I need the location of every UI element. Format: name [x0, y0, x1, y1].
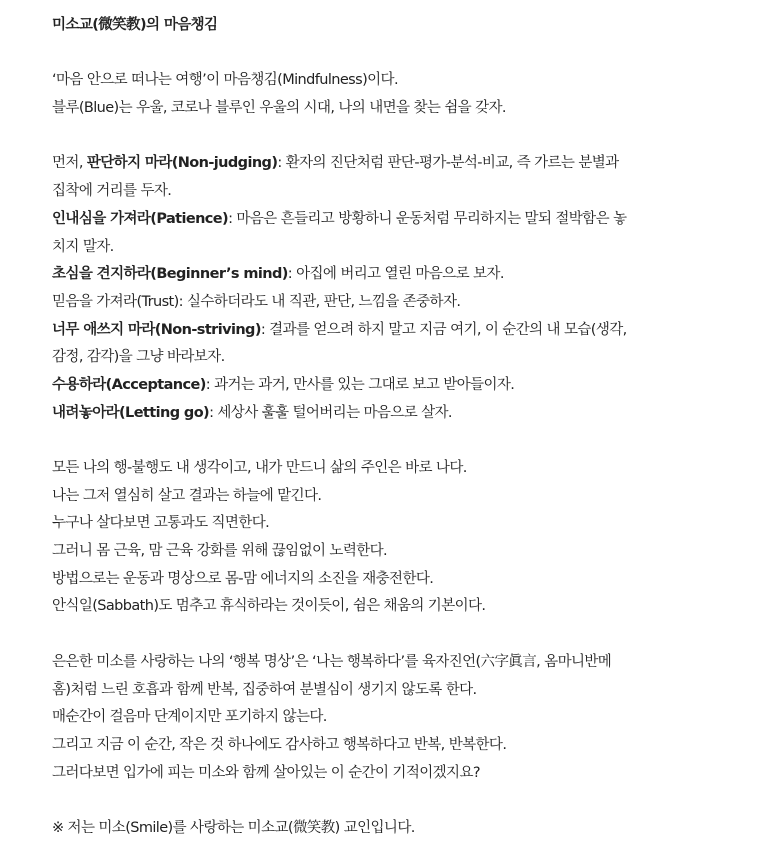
attitude-item — [52, 372, 736, 400]
paragraph-line: 매순간이 걸음마 단계이지만 포기하지 않는다. — [52, 709, 327, 726]
paragraph-line: 그러니 몸 근육, 맘 근육 강화를 위해 끊임없이 노력한다. — [52, 543, 388, 560]
footer-note: ※ 저는 미소(Smile)를 사랑하는 미소교(微笑教) 교인입니다. — [52, 819, 415, 836]
paragraph-line: 은은한 미소를 사랑하는 나의 ‘행복 명상’은 ‘나는 행복하다’를 육자진언(六字眞言, 옴마니반메 — [52, 653, 612, 670]
spacer — [52, 40, 736, 68]
intro-line: ‘마음 안으로 떠나는 여행’이 마음챙김(Mindfulness)이다. — [52, 72, 398, 89]
attitude-heading: 내려놓아라(Letting go) — [52, 404, 210, 421]
paragraph-line: 모든 나의 행-불행도 내 생각이고, 내가 만드니 삶의 주인은 바로 나다. — [52, 460, 467, 476]
attitude-item — [52, 400, 736, 428]
attitude-continuation: 집착에 거리를 두자. — [52, 183, 172, 200]
attitude-heading: 판단하지 마라(Non-judging) — [86, 155, 278, 172]
spacer — [52, 621, 736, 649]
attitude-item — [52, 261, 736, 289]
paragraph-line: 나는 그저 열심히 살고 결과는 하늘에 맡긴다. — [52, 487, 322, 504]
attitude-item: 믿음을 가져라(Trust): 실수하더라도 내 직관, 판단, 느낌을 존중하자. — [52, 293, 461, 310]
attitude-continuation: 치지 말자. — [52, 238, 114, 255]
attitude-lead: 먼저, — [52, 155, 87, 172]
paragraph-line: 그리고 지금 이 순간, 작은 것 하나에도 감사하고 행복하다고 반복, 반복한다. — [52, 736, 507, 753]
attitude-text: : 환자의 진단처럼 판단-평가-분석-비교, 즉 가르는 분별과 — [277, 155, 619, 172]
attitude-text: : 과거는 과거, 만사를 있는 그대로 보고 받아들이자. — [205, 376, 515, 393]
intro-line: 블루(Blue)는 우울, 코로나 블루인 우울의 시대, 나의 내면을 찾는 쉼을 갖자. — [52, 100, 506, 117]
spacer — [52, 427, 736, 455]
attitude-item — [52, 206, 736, 234]
attitude-item — [52, 317, 736, 345]
page-title: 미소교(微笑教)의 마음챙김 — [52, 17, 218, 33]
attitude-heading: 너무 애쓰지 마라(Non-striving) — [52, 321, 261, 338]
paragraph-line: 안식일(Sabbath)도 멈추고 휴식하라는 것이듯이, 쉼은 채움의 기본이다. — [52, 598, 486, 615]
attitude-heading: 초심을 견지하라(Beginner’s mind) — [52, 266, 288, 283]
attitude-text: : 아집에 버리고 열린 마음으로 보자. — [287, 266, 504, 283]
paragraph-line: 홈)처럼 느린 호흡과 함께 반복, 집중하여 분별심이 생기지 않도록 한다. — [52, 681, 477, 698]
spacer — [52, 123, 736, 151]
paragraph-line: 방법으로는 운동과 명상으로 몸-맘 에너지의 소진을 재충전한다. — [52, 570, 434, 587]
attitude-text: : 세상사 훌훌 털어버리는 마음으로 살자. — [209, 404, 452, 421]
attitude-item — [52, 150, 736, 178]
attitude-heading: 인내심을 가져라(Patience) — [52, 210, 229, 227]
attitude-heading: 수용하라(Acceptance) — [52, 376, 206, 393]
spacer — [52, 787, 736, 815]
attitude-text: : 마음은 흔들리고 방황하니 운동처럼 무리하지는 말되 절박함은 놓 — [228, 210, 627, 227]
attitude-continuation: 감정, 감각)을 그냥 바라보자. — [52, 349, 225, 366]
paragraph-line: 그러다보면 입가에 피는 미소와 함께 살아있는 이 순간이 기적이겠지요? — [52, 764, 480, 781]
paragraph-line: 누구나 살다보면 고통과도 직면한다. — [52, 515, 270, 532]
attitude-text: : 결과를 얻으려 하지 말고 지금 여기, 이 순간의 내 모습(생각, — [260, 321, 627, 338]
